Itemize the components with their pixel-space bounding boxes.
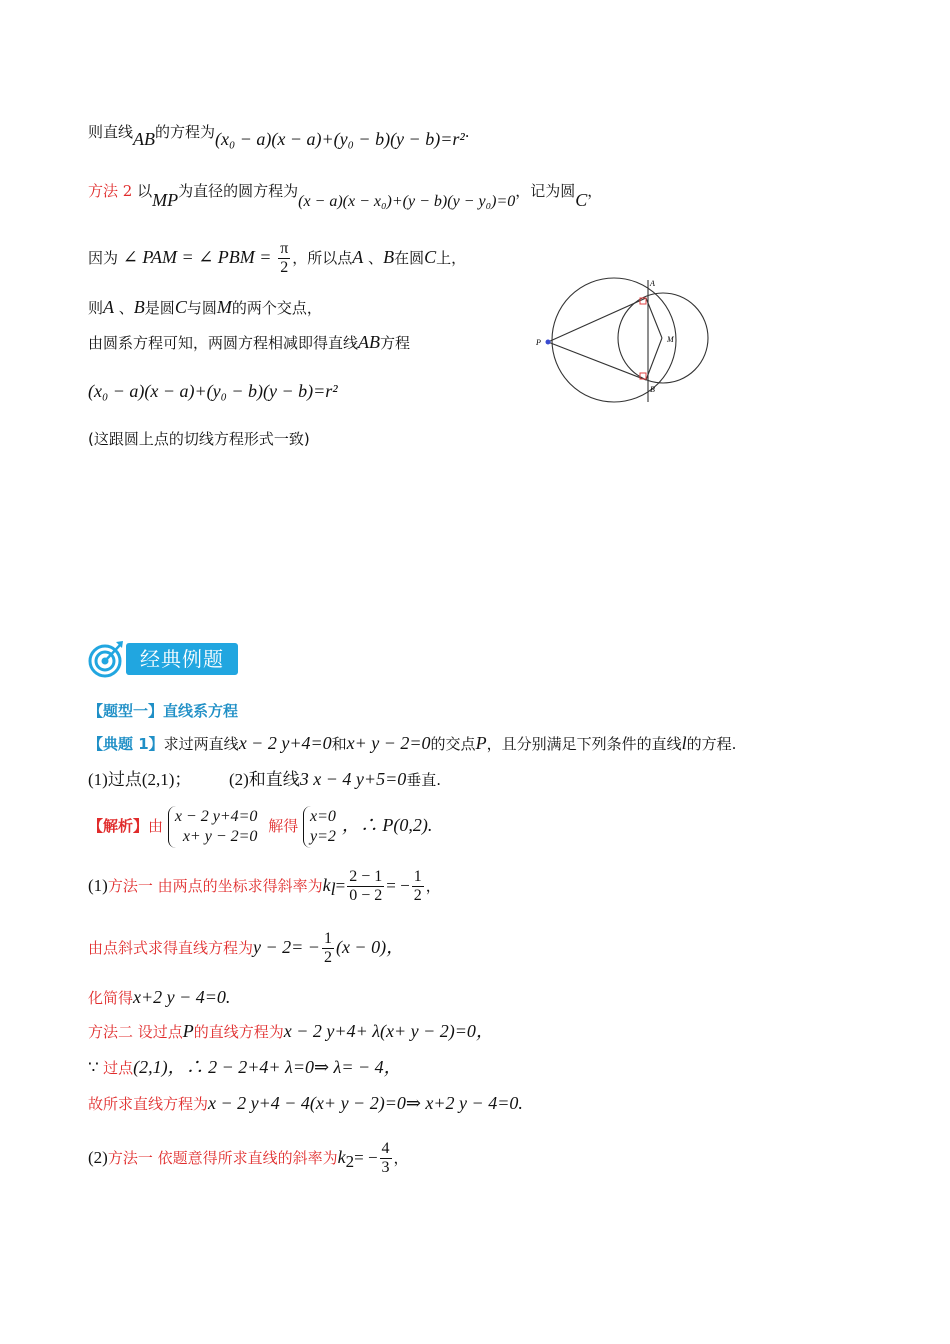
half-fraction [322, 930, 334, 968]
math-ab: AB [358, 332, 381, 352]
text: 、 [363, 248, 384, 267]
math-c: C [174, 297, 187, 317]
equation: (x − 0)， [335, 936, 405, 957]
text: = − [386, 875, 410, 895]
text: 由圆系方程可知，两圆方程相减即得直线 [88, 334, 359, 352]
text: ， [393, 1148, 409, 1167]
text: 垂直. [406, 771, 441, 789]
label-m: M [667, 335, 674, 344]
system-row: x − 2 y+4=0 [174, 808, 258, 825]
equation: (x₀ − a)(x − a)+(y₀ − b)(y − b)=r² [215, 129, 465, 149]
equation: x − 2 y+4+ λ(x+ y − 2)=0， [283, 1021, 494, 1041]
banner-title: 经典例题 [126, 643, 238, 675]
text-line-equation [88, 382, 338, 400]
label-a: A [650, 279, 655, 288]
solution-label: 【解析】 [88, 817, 149, 835]
circle-c [552, 278, 676, 402]
text: 由点斜式求得直线方程为 [88, 938, 254, 957]
text: 的两个交点， [231, 299, 322, 317]
equation: x − 2 y+4 − 4(x+ y − 2)=0⇒ x+2 y − 4=0. [208, 1093, 523, 1113]
math-p: P [182, 1021, 194, 1041]
equation-system-2 [303, 806, 342, 848]
text: 以 [132, 182, 153, 200]
text-line-note [88, 432, 310, 447]
solution-step-6 [88, 1094, 523, 1112]
math-c: C [575, 190, 588, 210]
text: 的直线方程为 [193, 1023, 284, 1041]
text-line-circle-system [88, 333, 410, 351]
solution-step-2 [88, 930, 404, 968]
label-b: B [650, 385, 655, 394]
text-line-intersection [88, 298, 322, 316]
text: 由 [148, 817, 164, 835]
math-k: k [337, 1146, 346, 1167]
subscript: 2 [345, 1151, 355, 1171]
conditions-line [88, 770, 441, 788]
text: 则 [88, 299, 104, 317]
equation-system-1 [168, 806, 264, 848]
solution-step-5 [88, 1058, 402, 1076]
text: 在圆 [394, 248, 425, 267]
text-line-angles [88, 240, 466, 278]
math-ab: AB [133, 129, 156, 149]
text: 和 [331, 735, 347, 753]
circle-figure [536, 276, 716, 406]
text: 求过两直线 [163, 735, 239, 753]
circle-m [618, 293, 708, 383]
text: = − [354, 1147, 378, 1167]
text: ，所以点 [292, 248, 353, 267]
frac-den: 2 [280, 259, 289, 277]
equation: x+ y − 2=0 [346, 733, 431, 753]
system-row: x+ y − 2=0 [182, 828, 258, 845]
solution-step-1 [88, 868, 441, 906]
frac-num: 2 − 1 [347, 868, 384, 887]
half-fraction [412, 868, 424, 906]
text-line-method-2 [88, 181, 603, 210]
pi-over-2 [278, 240, 290, 278]
math-mp: MP [152, 190, 179, 210]
text: 因为 [88, 248, 119, 267]
text: 为直径的圆方程为 [178, 182, 299, 200]
text: 的交点 [430, 735, 476, 753]
solution-step-3 [88, 988, 230, 1006]
text: (2) [88, 1147, 108, 1167]
math-b: B [133, 297, 145, 317]
text: 则直线 [88, 123, 134, 141]
text: 过点 [103, 1059, 134, 1077]
text: 方法一 由两点的坐标求得斜率为 [107, 876, 323, 895]
math-k: k [322, 874, 331, 895]
math-m: M [216, 297, 232, 317]
frac-den: 3 [381, 1159, 390, 1177]
note: (这跟圆上点的切线方程形式一致) [88, 430, 310, 448]
equation: 3 x − 4 y+5=0 [299, 769, 407, 789]
frac-den: 2 [323, 949, 332, 967]
equation: x − 2 y+4=0 [238, 733, 332, 753]
solution-line [88, 806, 432, 848]
slope-fraction [380, 1140, 392, 1178]
text: 方法一 依题意得所求直线的斜率为 [107, 1148, 338, 1167]
math-c: C [424, 246, 437, 267]
solution-step-4 [88, 1022, 494, 1040]
question-line [88, 734, 736, 752]
type-label: 【题型一】直线系方程 [88, 702, 239, 720]
text: 、 [114, 299, 134, 317]
frac-num: 1 [322, 930, 334, 949]
section-banner [88, 640, 238, 678]
equation: (x₀ − a)(x − a)+(y₀ − b)(y − b)=r² [88, 381, 338, 401]
text: 上， [436, 248, 467, 267]
text: ，且分别满足下列条件的直线 [486, 735, 682, 753]
text: 化简得 [88, 989, 134, 1007]
text: 方程 [380, 334, 411, 352]
target-icon [88, 640, 124, 678]
slope-fraction [347, 868, 384, 906]
equation: (2,1)，∴ 2 − 2+4+ λ=0⇒ λ= − 4， [133, 1057, 402, 1077]
text: (1) [88, 875, 108, 895]
system-row: x=0 [309, 808, 336, 825]
frac-num: 1 [412, 868, 424, 887]
frac-num: 4 [380, 1140, 392, 1159]
because-symbol: ∵ [88, 1058, 104, 1077]
point-p [546, 340, 551, 345]
frac-den: 0 − 2 [349, 887, 383, 905]
text: 是圆 [144, 299, 175, 317]
text: . [464, 123, 470, 141]
label-p: P [536, 338, 541, 347]
text: 故所求直线方程为 [88, 1095, 209, 1113]
method-2-label: 方法 2 [88, 182, 133, 200]
text: ，记为圆 [515, 182, 576, 200]
math-p: P [475, 733, 487, 753]
condition-1: (1)过点(2,1)； [88, 770, 192, 789]
text: 的方程. [686, 735, 737, 753]
equation: (x − a)(x − x₀)+(y − b)(y − y₀)=0 [298, 193, 516, 210]
text: 的方程为 [155, 123, 216, 141]
text: 方法二 设过点 [88, 1023, 183, 1041]
solution-step-7 [88, 1140, 409, 1178]
math-a: A [103, 297, 115, 317]
angle-equation: ∠ PAM = ∠ PBM = [122, 246, 272, 267]
math-l: l [681, 733, 687, 753]
system-row: y=2 [309, 828, 336, 845]
equation: y − 2= − [253, 936, 320, 957]
frac-num: π [278, 240, 290, 259]
question-label: 【典题 1】 [88, 735, 164, 753]
math-a: A [352, 246, 364, 267]
frac-den: 2 [413, 887, 422, 905]
math-b: B [383, 246, 395, 267]
equation: x+2 y − 4=0. [133, 987, 231, 1007]
condition-2: (2)和直线 [228, 770, 300, 789]
text: = [335, 875, 346, 895]
text-line-ab-equation [88, 122, 470, 149]
text: ， [425, 876, 441, 895]
solution-point: ，∴ P(0,2). [341, 815, 433, 835]
text: 与圆 [186, 299, 217, 317]
text: ， [587, 182, 603, 200]
text: 解得 [268, 817, 299, 835]
subscript: l [330, 878, 336, 899]
